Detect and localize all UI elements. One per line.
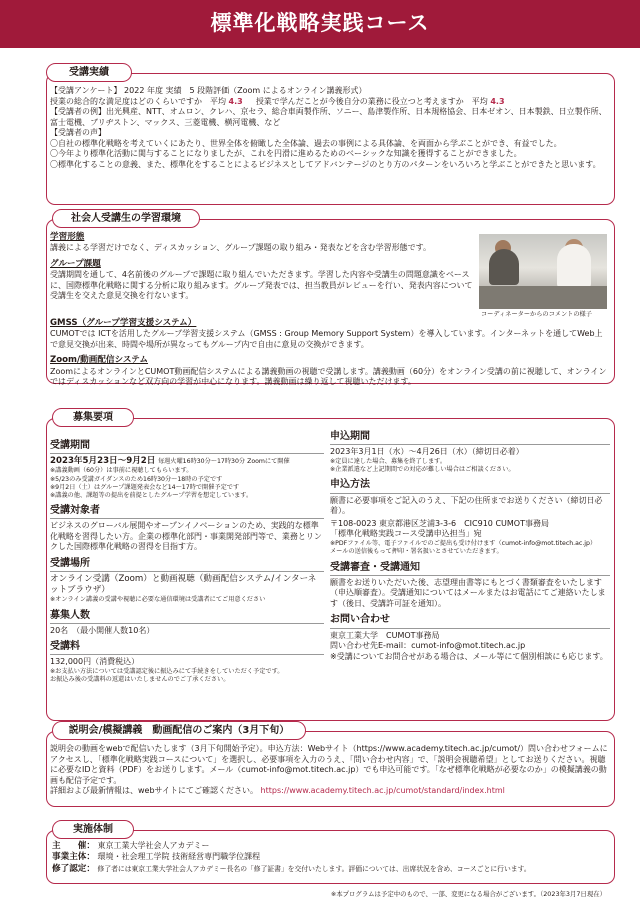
survey-questions — [50, 97, 610, 108]
briefing-text: 説明会の動画をwebで配信いたします（3月下旬開始予定）。申込方法：Webサイト（https://www.academy.titech.ac.jp/cumot/）問い合わせフォームにアクセスし、「標準化戦略実践コースについて」を選択し、必要事項を入力のうえ、「問い合わせ内容」で、「説明会視聴希望」としてお送りください。視聴に必要なIDと資料（PDF）をお送りします。メール（cumot-info@mot.titech.ac.jp）でも申込可能です。「なぜ標準化戦略が必要なのか」の模擬講義の動画も配信予定です。 — [50, 744, 608, 785]
capacity-heading: 募集人数 — [50, 609, 90, 621]
method-note: メールの送信後もって押印・署名扱いとさせていただきます。 — [330, 548, 503, 556]
briefing-url-link[interactable]: https://www.academy.titech.ac.jp/cumot/standard/index.html — [260, 786, 505, 796]
env-item-text: 講義による学習だけでなく、ディスカッション、グループ課題の取り組み・発表などを含む学習形態です。 — [50, 243, 432, 253]
org-row — [52, 852, 608, 863]
apply-heading: 申込期間 — [330, 431, 370, 442]
q1-text: 授業の総合的な満足度はどのくらいですか 平均 — [50, 96, 226, 106]
tab-results: 受講実績 — [46, 63, 132, 82]
period-note: ※5/23のみ受講ガイダンスのため16時30分～18時の予定です — [50, 475, 223, 483]
environment-content — [50, 232, 476, 307]
briefing-tail — [50, 786, 610, 797]
contact-heading: お問い合わせ — [330, 614, 390, 626]
q2-value: 4.3 — [490, 96, 505, 106]
apply-note: ※企業派遣など上記期間での対応が難しい場合はご相談ください。 — [330, 466, 515, 474]
briefing-tail-text: 詳細および最新情報は、webサイトにてご確認ください。 — [50, 786, 258, 796]
capacity-text: 20名 （最小開催人数10名） — [50, 625, 155, 635]
organization-content — [52, 841, 608, 875]
org-key: 事業主体： — [52, 852, 95, 863]
apply-note: ※定員に達した場合、募集を終了します。 — [330, 457, 447, 465]
place-note: ※オンライン講義の受講や視聴に必要な通信環境は受講者にてご用意ください — [50, 596, 266, 604]
period-line — [50, 456, 324, 467]
voice-item: 〇今年より標準化活動に関与することになりましたが、これを円滑に進めるためのベーシックな知識を獲得することができました。 — [50, 149, 522, 159]
method-text: 願書に必要事項をご記入のうえ、下記の住所までお送りください（締切日必着）。 — [330, 495, 603, 516]
briefing-content — [50, 744, 610, 797]
fee-heading: 受講料 — [50, 641, 80, 653]
address-line: 〒108-0023 東京都港区芝浦3-3-6 CIC910 CUMOT事務局 — [330, 518, 549, 528]
voice-item: 〇標準化することの意義、また、標準化をすることによるビジネスとしてアドバンテージのとり方のパターンをいろいろと学ぶことができたと思います。 — [50, 159, 601, 169]
env-item — [50, 355, 610, 387]
env-item-heading: Zoom/動画配信システム — [50, 355, 149, 366]
contact-note: ※受講についてお問合せがある場合は、メール等にて個別相談にも応じます。 — [330, 651, 608, 661]
period-note: ※講義動画（60分）は事前に視聴してもらいます。 — [50, 467, 193, 475]
env-item-text: CUMOTでは ICTを活用したグループ学習支援システム（GMSS : Group Memory Support System）を導入しています。インターネットを通してWeb上で意見交換が出来、時間や場所が異なってもグループ内で自由に意見の交換ができます。 — [50, 329, 603, 349]
review-text: 願書をお送りいただいた後、志望理由書等にもとづく書類審査をいたします（申込順審査）。受講通知についてはメールまたはお電話にてご連絡いたします（後日、受講許可証を通知）。 — [330, 577, 606, 608]
env-item-heading: GMSS（グループ学習支援システム） — [50, 318, 197, 328]
place-text: オンライン受講（Zoom）と動画視聴（動画配信システム/インターネットブラウザ） — [50, 573, 317, 595]
org-value: 環境・社会理工学院 技術経営専門職学位課程 — [97, 852, 261, 862]
org-value: 東京工業大学社会人アカデミー — [97, 841, 210, 850]
survey-line: 【受講アンケート】 2022 年度 実績 5 段階評価（Zoom によるオンライン講義形式） — [50, 86, 367, 95]
org-row — [52, 864, 608, 875]
title-banner — [0, 0, 640, 48]
contact-email: 問い合わせ先E-mail：cumot-info@mot.titech.ac.jp — [330, 641, 526, 651]
voice-item: 〇自社の標準化戦略を考えていくにあたり、世界全体を俯瞰した全体論、過去の事例による具体論、を両面から学ぶことができ、有益でした。 — [50, 138, 562, 148]
env-item — [50, 259, 476, 302]
apply-text: 2023年3月1日（水）～4月26日（水）（締切日必着） — [330, 447, 524, 457]
voice-heading: 【受講者の声】 — [50, 128, 106, 138]
review-heading: 受講審査・受講通知 — [330, 561, 420, 573]
org-key: 修了認定： — [52, 863, 95, 874]
target-heading: 受講対象者 — [50, 504, 100, 516]
tab-organization: 実施体制 — [52, 820, 134, 839]
tab-application: 募集要項 — [52, 408, 134, 427]
page-title: 標準化戦略実践コース — [210, 11, 430, 36]
org-row — [52, 841, 608, 852]
env-item-heading: グループ課題 — [50, 258, 101, 269]
method-heading: 申込方法 — [330, 479, 370, 491]
env-item-heading: 学習形態 — [50, 232, 85, 242]
period-note: ※9月2日（土）はグループ課題発表会など14～17時で開催予定です — [50, 484, 240, 492]
results-content — [50, 86, 610, 170]
period-heading: 受講期間 — [50, 440, 90, 451]
env-item-text: ZoomによるオンラインとCUMOT動画配信システムによる講義動画の視聴で受講します。講義動画（60分）をオンライン受講の前に視聴して、オンラインではディスカッションなど双方向の学習が中心になります。講義動画は繰り返して視聴いただけます。 — [50, 366, 607, 387]
environment-content-wide — [50, 318, 610, 393]
org-key: 主 催： — [52, 841, 95, 851]
q1-value: 4.3 — [228, 96, 243, 106]
participant-examples: 【受講者の例】出光興産、NTT、オムロン、クレハ、京セラ、総合車両製作所、ソニー、島津製作所、日本規格協会、日本ゼオン、日本製鉄、日立製作所、富士電機、ブリヂストン、マックス、三菱電機、横河電機、など — [50, 107, 607, 127]
address-line: 「標準化戦略実践コース受講申込担当」宛 — [330, 529, 482, 539]
env-item — [50, 318, 610, 350]
fee-note: お振込み後の受講料の返還はいたしませんのでご了承ください。 — [50, 676, 230, 684]
tab-environment: 社会人受講生の学習環境 — [52, 209, 200, 228]
contact-office: 東京工業大学 CUMOT事務局 — [330, 630, 440, 640]
env-item-text: 受講期間を通して、4名前後のグループで課題に取り組んでいただきます。学習した内容や受講生の問題意識をベースに、国際標準化戦略に関する分析に取り組みます。グループ発表では、担当教員がレビューを行い、発表内容について受講生を交えた意見交換を行ないます。 — [50, 270, 473, 301]
application-left — [50, 437, 324, 685]
photo-caption: コーディネーターからのコメントの様子 — [481, 311, 592, 318]
q2-text: 授業で学んだことが今後自分の業務に役立つと考えますか 平均 — [255, 96, 488, 106]
target-text: ビジネスのグローバル展開やオープンイノベーションのため、実践的な標準化戦略を習得したい方。企業の標準化部門・事業開発部門等で、業務とリンクした国際標準化戦略の習得を目指す方。 — [50, 520, 322, 552]
org-value: 修了者には東京工業大学社会人アカデミー長名の「修了証書」を交付いたします。評価については、出席状況を含め、コースごとに行います。 — [97, 864, 531, 873]
env-item — [50, 232, 476, 254]
period-note: ※講義の他、課題等の提出を前提としたグループ学習を想定しています。 — [50, 492, 253, 500]
fee-note: ※お支払い方法については受講認定後に振込みにて手続きをしていただく予定です。 — [50, 667, 284, 675]
lecture-photo — [479, 234, 607, 309]
fee-text: 132,000円（消費税込） — [50, 657, 140, 667]
application-right — [330, 428, 610, 662]
period-time: 毎週火曜16時30分～17時30分 Zoomにて開催 — [157, 458, 290, 466]
period-dates: 2023年5月23日～9月2日 — [50, 456, 156, 467]
tab-briefing: 説明会/模擬講義 動画配信のご案内（3月下旬） — [52, 721, 306, 740]
place-heading: 受講場所 — [50, 557, 90, 569]
footnote: ※本プログラムは予定中のもので、一部、変更になる場合がございます。（2023年3月7日現在） — [330, 890, 606, 898]
method-note: ※PDFファイル等、電子ファイルでのご提出も受け付けます（cumot-info@mot.titech.ac.jp） — [330, 539, 597, 547]
